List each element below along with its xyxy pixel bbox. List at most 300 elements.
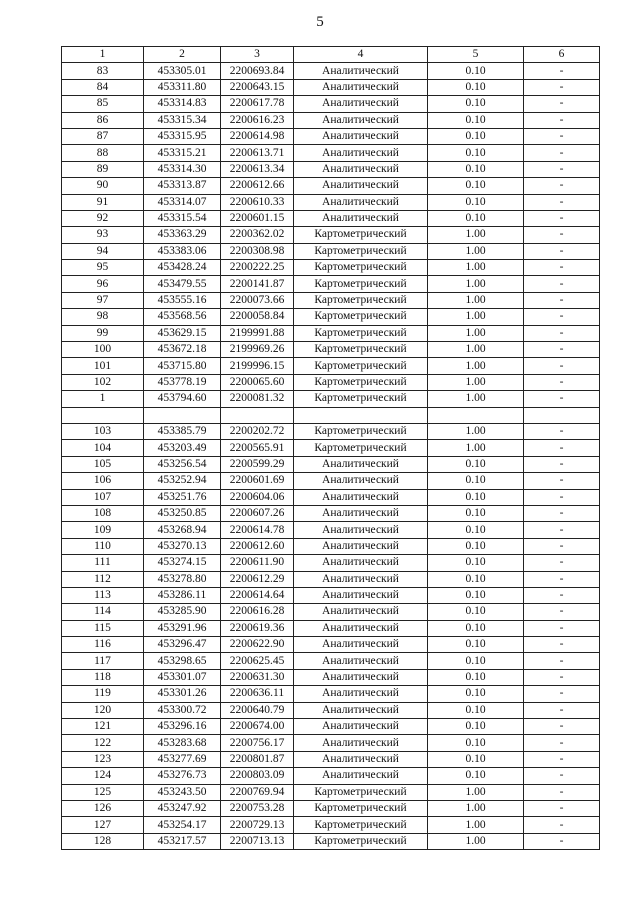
point-number-cell: 99	[62, 325, 144, 341]
accuracy-cell: 0.10	[428, 210, 524, 226]
x-coordinate-cell: 453256.54	[144, 456, 221, 472]
table-row	[62, 63, 600, 79]
y-coordinate-cell: 2200803.09	[221, 768, 294, 784]
point-number-cell: 120	[62, 702, 144, 718]
note-cell: -	[524, 522, 600, 538]
y-coordinate-cell: 2200613.71	[221, 145, 294, 161]
accuracy-cell: 0.10	[428, 456, 524, 472]
note-cell: -	[524, 555, 600, 571]
point-number-cell: 90	[62, 178, 144, 194]
note-cell: -	[524, 620, 600, 636]
method-cell: Аналитический	[294, 112, 428, 128]
table-row	[62, 637, 600, 653]
table-row	[62, 505, 600, 521]
accuracy-cell: 0.10	[428, 587, 524, 603]
y-coordinate-cell: 2200636.11	[221, 686, 294, 702]
point-number-cell: 95	[62, 260, 144, 276]
note-cell: -	[524, 178, 600, 194]
point-number-cell: 102	[62, 374, 144, 390]
note-cell: -	[524, 391, 600, 407]
point-number-cell	[62, 407, 144, 423]
method-cell: Картометрический	[294, 276, 428, 292]
x-coordinate-cell: 453314.07	[144, 194, 221, 210]
column-header: 5	[428, 47, 524, 63]
table-row	[62, 735, 600, 751]
note-cell: -	[524, 194, 600, 210]
table-row	[62, 178, 600, 194]
note-cell: -	[524, 800, 600, 816]
x-coordinate-cell: 453268.94	[144, 522, 221, 538]
accuracy-cell: 0.10	[428, 538, 524, 554]
note-cell: -	[524, 227, 600, 243]
accuracy-cell: 0.10	[428, 128, 524, 144]
point-number-cell: 100	[62, 342, 144, 358]
point-number-cell: 103	[62, 423, 144, 439]
x-coordinate-cell: 453629.15	[144, 325, 221, 341]
accuracy-cell: 1.00	[428, 342, 524, 358]
point-number-cell: 121	[62, 719, 144, 735]
point-number-cell: 112	[62, 571, 144, 587]
table-row	[62, 292, 600, 308]
accuracy-cell: 0.10	[428, 96, 524, 112]
y-coordinate-cell: 2200631.30	[221, 669, 294, 685]
point-number-cell: 93	[62, 227, 144, 243]
x-coordinate-cell: 453315.21	[144, 145, 221, 161]
accuracy-cell: 0.10	[428, 571, 524, 587]
method-cell: Аналитический	[294, 489, 428, 505]
y-coordinate-cell: 2200604.06	[221, 489, 294, 505]
note-cell: -	[524, 719, 600, 735]
note-cell: -	[524, 276, 600, 292]
table-row	[62, 358, 600, 374]
y-coordinate-cell: 2200640.79	[221, 702, 294, 718]
x-coordinate-cell: 453298.65	[144, 653, 221, 669]
accuracy-cell: 0.10	[428, 79, 524, 95]
table-row	[62, 325, 600, 341]
method-cell: Аналитический	[294, 161, 428, 177]
x-coordinate-cell: 453363.29	[144, 227, 221, 243]
table-row	[62, 473, 600, 489]
accuracy-cell: 1.00	[428, 423, 524, 439]
x-coordinate-cell: 453315.34	[144, 112, 221, 128]
x-coordinate-cell: 453555.16	[144, 292, 221, 308]
table-row	[62, 79, 600, 95]
table-row	[62, 391, 600, 407]
note-cell: -	[524, 63, 600, 79]
method-cell: Аналитический	[294, 620, 428, 636]
method-cell: Аналитический	[294, 538, 428, 554]
method-cell: Картометрический	[294, 391, 428, 407]
accuracy-cell: 0.10	[428, 604, 524, 620]
method-cell: Аналитический	[294, 637, 428, 653]
accuracy-cell: 1.00	[428, 292, 524, 308]
x-coordinate-cell: 453251.76	[144, 489, 221, 505]
point-number-cell: 110	[62, 538, 144, 554]
x-coordinate-cell: 453270.13	[144, 538, 221, 554]
table-row	[62, 702, 600, 718]
method-cell: Аналитический	[294, 653, 428, 669]
x-coordinate-cell: 453274.15	[144, 555, 221, 571]
method-cell: Аналитический	[294, 571, 428, 587]
note-cell: -	[524, 161, 600, 177]
accuracy-cell: 0.10	[428, 719, 524, 735]
y-coordinate-cell: 2200081.32	[221, 391, 294, 407]
y-coordinate-cell: 2200612.66	[221, 178, 294, 194]
point-number-cell: 87	[62, 128, 144, 144]
note-cell: -	[524, 309, 600, 325]
x-coordinate-cell: 453568.56	[144, 309, 221, 325]
y-coordinate-cell: 2200729.13	[221, 817, 294, 833]
point-number-cell: 128	[62, 833, 144, 849]
x-coordinate-cell: 453296.16	[144, 719, 221, 735]
note-cell: -	[524, 702, 600, 718]
point-number-cell: 125	[62, 784, 144, 800]
accuracy-cell: 0.10	[428, 63, 524, 79]
y-coordinate-cell: 2200141.87	[221, 276, 294, 292]
accuracy-cell: 0.10	[428, 686, 524, 702]
table-row	[62, 587, 600, 603]
point-number-cell: 109	[62, 522, 144, 538]
accuracy-cell: 0.10	[428, 669, 524, 685]
accuracy-cell: 1.00	[428, 325, 524, 341]
point-number-cell: 97	[62, 292, 144, 308]
x-coordinate-cell: 453305.01	[144, 63, 221, 79]
accuracy-cell: 0.10	[428, 735, 524, 751]
y-coordinate-cell: 2200202.72	[221, 423, 294, 439]
x-coordinate-cell: 453301.07	[144, 669, 221, 685]
table-row	[62, 423, 600, 439]
x-coordinate-cell: 453252.94	[144, 473, 221, 489]
method-cell: Картометрический	[294, 423, 428, 439]
y-coordinate-cell: 2200065.60	[221, 374, 294, 390]
note-cell: -	[524, 112, 600, 128]
x-coordinate-cell	[144, 407, 221, 423]
y-coordinate-cell: 2200599.29	[221, 456, 294, 472]
x-coordinate-cell: 453247.92	[144, 800, 221, 816]
method-cell: Картометрический	[294, 440, 428, 456]
x-coordinate-cell: 453428.24	[144, 260, 221, 276]
point-number-cell: 83	[62, 63, 144, 79]
accuracy-cell: 1.00	[428, 833, 524, 849]
table-row	[62, 522, 600, 538]
y-coordinate-cell: 2200058.84	[221, 309, 294, 325]
note-cell: -	[524, 260, 600, 276]
table-row	[62, 604, 600, 620]
y-coordinate-cell: 2200612.60	[221, 538, 294, 554]
table-row	[62, 489, 600, 505]
point-number-cell: 104	[62, 440, 144, 456]
table-row	[62, 243, 600, 259]
point-number-cell: 105	[62, 456, 144, 472]
y-coordinate-cell: 2200601.15	[221, 210, 294, 226]
method-cell: Аналитический	[294, 604, 428, 620]
point-number-cell: 96	[62, 276, 144, 292]
method-cell: Картометрический	[294, 817, 428, 833]
y-coordinate-cell: 2200801.87	[221, 751, 294, 767]
table-row	[62, 145, 600, 161]
accuracy-cell: 0.10	[428, 751, 524, 767]
y-coordinate-cell: 2200613.34	[221, 161, 294, 177]
point-number-cell: 117	[62, 653, 144, 669]
method-cell: Аналитический	[294, 128, 428, 144]
accuracy-cell: 0.10	[428, 637, 524, 653]
x-coordinate-cell: 453313.87	[144, 178, 221, 194]
y-coordinate-cell: 2200614.64	[221, 587, 294, 603]
point-number-cell: 111	[62, 555, 144, 571]
note-cell: -	[524, 440, 600, 456]
table-row	[62, 227, 600, 243]
y-coordinate-cell: 2200622.90	[221, 637, 294, 653]
method-cell: Аналитический	[294, 456, 428, 472]
method-cell: Аналитический	[294, 669, 428, 685]
note-cell: -	[524, 833, 600, 849]
y-coordinate-cell: 2200625.45	[221, 653, 294, 669]
y-coordinate-cell: 2200693.84	[221, 63, 294, 79]
x-coordinate-cell: 453385.79	[144, 423, 221, 439]
accuracy-cell: 0.10	[428, 145, 524, 161]
method-cell: Картометрический	[294, 243, 428, 259]
note-cell: -	[524, 669, 600, 685]
x-coordinate-cell: 453301.26	[144, 686, 221, 702]
x-coordinate-cell: 453300.72	[144, 702, 221, 718]
accuracy-cell: 1.00	[428, 358, 524, 374]
x-coordinate-cell: 453291.96	[144, 620, 221, 636]
method-cell: Картометрический	[294, 784, 428, 800]
table-row	[62, 784, 600, 800]
table-row	[62, 686, 600, 702]
point-number-cell: 114	[62, 604, 144, 620]
accuracy-cell: 1.00	[428, 243, 524, 259]
method-cell: Аналитический	[294, 473, 428, 489]
table-row	[62, 719, 600, 735]
table-row	[62, 817, 600, 833]
method-cell: Аналитический	[294, 145, 428, 161]
accuracy-cell: 0.10	[428, 653, 524, 669]
table-row	[62, 440, 600, 456]
table-row	[62, 768, 600, 784]
method-cell: Картометрический	[294, 342, 428, 358]
x-coordinate-cell: 453315.95	[144, 128, 221, 144]
note-cell: -	[524, 456, 600, 472]
method-cell: Картометрический	[294, 309, 428, 325]
table-row	[62, 751, 600, 767]
y-coordinate-cell: 2200614.98	[221, 128, 294, 144]
method-cell: Аналитический	[294, 686, 428, 702]
x-coordinate-cell: 453283.68	[144, 735, 221, 751]
column-header: 6	[524, 47, 600, 63]
method-cell: Аналитический	[294, 96, 428, 112]
point-number-cell: 101	[62, 358, 144, 374]
method-cell: Картометрический	[294, 260, 428, 276]
point-number-cell: 122	[62, 735, 144, 751]
page-number: 5	[316, 14, 324, 30]
note-cell: -	[524, 735, 600, 751]
y-coordinate-cell: 2200362.02	[221, 227, 294, 243]
accuracy-cell: 0.10	[428, 702, 524, 718]
method-cell: Картометрический	[294, 800, 428, 816]
note-cell: -	[524, 374, 600, 390]
x-coordinate-cell: 453311.80	[144, 79, 221, 95]
note-cell: -	[524, 342, 600, 358]
table-row	[62, 669, 600, 685]
method-cell: Картометрический	[294, 227, 428, 243]
point-number-cell: 88	[62, 145, 144, 161]
point-number-cell: 85	[62, 96, 144, 112]
y-coordinate-cell: 2200713.13	[221, 833, 294, 849]
x-coordinate-cell: 453314.83	[144, 96, 221, 112]
accuracy-cell: 0.10	[428, 112, 524, 128]
method-cell: Картометрический	[294, 292, 428, 308]
point-number-cell: 86	[62, 112, 144, 128]
note-cell: -	[524, 604, 600, 620]
point-number-cell: 108	[62, 505, 144, 521]
method-cell: Аналитический	[294, 178, 428, 194]
y-coordinate-cell: 2200643.15	[221, 79, 294, 95]
table-row	[62, 620, 600, 636]
table-row	[62, 456, 600, 472]
note-cell: -	[524, 128, 600, 144]
x-coordinate-cell: 453314.30	[144, 161, 221, 177]
note-cell: -	[524, 489, 600, 505]
point-number-cell: 118	[62, 669, 144, 685]
x-coordinate-cell: 453672.18	[144, 342, 221, 358]
point-number-cell: 124	[62, 768, 144, 784]
accuracy-cell: 0.10	[428, 620, 524, 636]
point-number-cell: 116	[62, 637, 144, 653]
note-cell: -	[524, 292, 600, 308]
y-coordinate-cell: 2199969.26	[221, 342, 294, 358]
method-cell: Аналитический	[294, 587, 428, 603]
method-cell: Картометрический	[294, 325, 428, 341]
point-number-cell: 113	[62, 587, 144, 603]
accuracy-cell: 0.10	[428, 178, 524, 194]
table-row	[62, 210, 600, 226]
accuracy-cell: 0.10	[428, 194, 524, 210]
x-coordinate-cell: 453315.54	[144, 210, 221, 226]
accuracy-cell: 1.00	[428, 800, 524, 816]
y-coordinate-cell: 2200612.29	[221, 571, 294, 587]
table-header-row	[62, 47, 600, 63]
accuracy-cell: 0.10	[428, 161, 524, 177]
x-coordinate-cell: 453243.50	[144, 784, 221, 800]
y-coordinate-cell: 2199996.15	[221, 358, 294, 374]
y-coordinate-cell: 2200601.69	[221, 473, 294, 489]
y-coordinate-cell: 2200674.00	[221, 719, 294, 735]
y-coordinate-cell: 2200619.36	[221, 620, 294, 636]
x-coordinate-cell: 453254.17	[144, 817, 221, 833]
point-number-cell: 84	[62, 79, 144, 95]
table-row	[62, 407, 600, 423]
note-cell: -	[524, 423, 600, 439]
table-row	[62, 309, 600, 325]
y-coordinate-cell: 2200611.90	[221, 555, 294, 571]
accuracy-cell: 0.10	[428, 505, 524, 521]
note-cell: -	[524, 587, 600, 603]
method-cell: Аналитический	[294, 702, 428, 718]
note-cell: -	[524, 505, 600, 521]
y-coordinate-cell: 2200073.66	[221, 292, 294, 308]
table-row	[62, 260, 600, 276]
y-coordinate-cell: 2200222.25	[221, 260, 294, 276]
table-row	[62, 571, 600, 587]
accuracy-cell: 0.10	[428, 473, 524, 489]
x-coordinate-cell: 453479.55	[144, 276, 221, 292]
method-cell: Аналитический	[294, 210, 428, 226]
method-cell: Аналитический	[294, 194, 428, 210]
note-cell: -	[524, 653, 600, 669]
y-coordinate-cell: 2200616.23	[221, 112, 294, 128]
y-coordinate-cell: 2200308.98	[221, 243, 294, 259]
y-coordinate-cell	[221, 407, 294, 423]
note-cell: -	[524, 538, 600, 554]
note-cell: -	[524, 145, 600, 161]
method-cell: Аналитический	[294, 79, 428, 95]
x-coordinate-cell: 453276.73	[144, 768, 221, 784]
note-cell	[524, 407, 600, 423]
method-cell: Картометрический	[294, 358, 428, 374]
method-cell: Аналитический	[294, 768, 428, 784]
note-cell: -	[524, 686, 600, 702]
point-number-cell: 126	[62, 800, 144, 816]
note-cell: -	[524, 243, 600, 259]
x-coordinate-cell: 453203.49	[144, 440, 221, 456]
method-cell: Аналитический	[294, 735, 428, 751]
method-cell: Аналитический	[294, 751, 428, 767]
accuracy-cell: 0.10	[428, 768, 524, 784]
table-row	[62, 96, 600, 112]
note-cell: -	[524, 210, 600, 226]
y-coordinate-cell: 2200756.17	[221, 735, 294, 751]
column-header: 4	[294, 47, 428, 63]
point-number-cell: 119	[62, 686, 144, 702]
column-header: 1	[62, 47, 144, 63]
point-number-cell: 127	[62, 817, 144, 833]
y-coordinate-cell: 2200607.26	[221, 505, 294, 521]
method-cell: Аналитический	[294, 63, 428, 79]
accuracy-cell: 1.00	[428, 784, 524, 800]
note-cell: -	[524, 96, 600, 112]
table-row	[62, 833, 600, 849]
table-body	[62, 63, 600, 850]
x-coordinate-cell: 453778.19	[144, 374, 221, 390]
point-number-cell: 91	[62, 194, 144, 210]
y-coordinate-cell: 2200616.28	[221, 604, 294, 620]
method-cell: Картометрический	[294, 833, 428, 849]
table-row	[62, 194, 600, 210]
point-number-cell: 115	[62, 620, 144, 636]
method-cell: Аналитический	[294, 522, 428, 538]
y-coordinate-cell: 2200565.91	[221, 440, 294, 456]
y-coordinate-cell: 2200617.78	[221, 96, 294, 112]
point-number-cell: 106	[62, 473, 144, 489]
x-coordinate-cell: 453250.85	[144, 505, 221, 521]
point-number-cell: 98	[62, 309, 144, 325]
method-cell: Картометрический	[294, 374, 428, 390]
table-row	[62, 555, 600, 571]
note-cell: -	[524, 358, 600, 374]
note-cell: -	[524, 571, 600, 587]
accuracy-cell: 0.10	[428, 555, 524, 571]
note-cell: -	[524, 637, 600, 653]
table-row	[62, 374, 600, 390]
accuracy-cell: 1.00	[428, 440, 524, 456]
note-cell: -	[524, 473, 600, 489]
table-row	[62, 112, 600, 128]
note-cell: -	[524, 751, 600, 767]
point-number-cell: 92	[62, 210, 144, 226]
x-coordinate-cell: 453296.47	[144, 637, 221, 653]
accuracy-cell: 1.00	[428, 817, 524, 833]
